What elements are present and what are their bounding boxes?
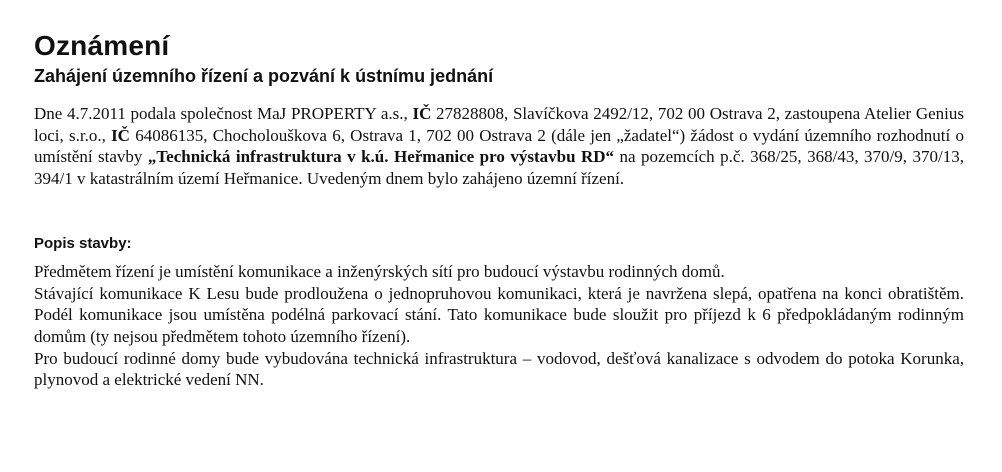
description-paragraph: Stávající komunikace K Lesu bude prodloužena o jednopruhovou komunikaci, která je navržena slepá, opatřena na konci obratištěm. Podél komunikace jsou umístěna podélná parkovací stání. Tato komunikace bude sloužit pro příjezd k 6 předpokládaným rodinným domům (ty nejsou předmětem tohoto územního řízení). xyxy=(34,283,964,346)
description-body xyxy=(34,261,964,391)
document-page xyxy=(34,30,964,391)
intro-paragraph xyxy=(34,103,964,190)
ic-label-2: IČ xyxy=(111,125,130,145)
intro-text-3: 64086135, Chocholouškova 6, Ostrava 1, 702 00 Ostrava 2 (dále jen „žadatel“) žádost o vydání územního rozhodnutí o umístění stavby xyxy=(34,125,964,167)
project-name: „Technická infrastruktura v k.ú. Heřmanice pro výstavbu RD“ xyxy=(147,147,615,167)
ic-label-1: IČ xyxy=(412,104,432,123)
section-heading-popis-stavby: Popis stavby: xyxy=(34,234,132,252)
description-paragraph: Pro budoucí rodinné domy bude vybudována technická infrastruktura – vodovod, dešťová kanalizace s odvodem do potoka Korunka, plynovod a elektrické vedení NN. xyxy=(34,348,964,390)
description-paragraph: Předmětem řízení je umístění komunikace a inženýrských sítí pro budoucí výstavbu rodinných domů. xyxy=(34,261,725,281)
intro-text-4: na pozemcích p.č. 368/25, 368/43, 370/9, 370/13, 394/1 v katastrálním území Heřmanice. Uvedeným dnem bylo zahájeno územní řízení. xyxy=(34,147,964,189)
document-subtitle: Zahájení územního řízení a pozvání k ústnímu jednání xyxy=(34,66,494,86)
intro-text-2: 27828808, Slavíčkova 2492/12, 702 00 Ostrava 2, zastoupena Atelier Genius loci, s.r.o., xyxy=(34,104,964,145)
document-title: Oznámení xyxy=(34,30,170,61)
intro-text-1: Dne 4.7.2011 podala společnost MaJ PROPERTY a.s., xyxy=(34,104,413,123)
